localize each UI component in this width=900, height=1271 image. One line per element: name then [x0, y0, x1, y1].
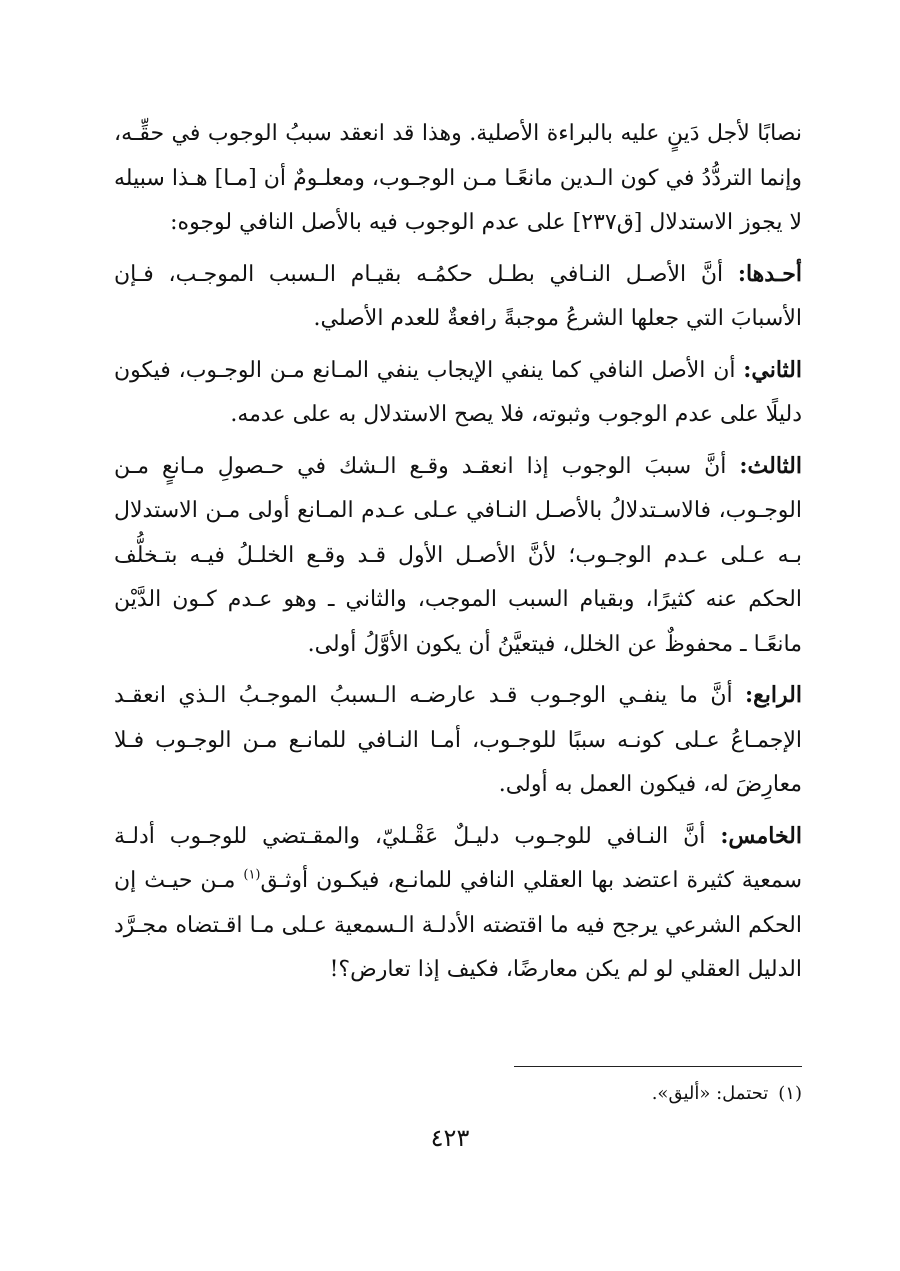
footnote-text: تحتمل: «أليق».	[651, 1083, 769, 1104]
point-fourth-label: الرابع:	[744, 682, 802, 708]
point-second-label: الثاني:	[743, 356, 802, 383]
point-first-text: أنَّ الأصـل النـافي بطـل حكمُـه بقيـام الـسبب الموجـب، فـإن الأسبابَ التي جعلها الشرعُ موجبةً رافعةٌ للعدم الأصلي.	[114, 261, 802, 331]
point-fifth-text-after: مـن حيـث إن الحكم الشرعي يرجح فيه ما اقتضته الأدلـة الـسمعية عـلى مـا اقـتضاه مجـرَّد الدليل العقلي لو لم يكن معارضًا، فكيف إذا تعارض؟!	[114, 868, 802, 982]
point-fifth-text-before: أنَّ النـافي للوجـوب دليـلٌ عَقْـليّ، والمقـتضي للوجـوب أدلـة سمعية كثيرة اعتضد بها العقلي النافي للمانـع، فيكـون أوثـق	[114, 823, 802, 893]
point-first-label: أحـدها:	[737, 260, 802, 287]
point-second-text: أن الأصل النافي كما ينفي الإيجاب ينفي المـانع مـن الوجـوب، فيكون دليلًا على عدم الوجوب وثبوته، فلا يصح الاستدلال به على عدمه.	[114, 357, 802, 427]
point-third-label: الثالث:	[739, 452, 802, 479]
point-third	[114, 444, 802, 668]
footnote-reference[interactable]: (١)	[243, 867, 261, 883]
point-first	[114, 252, 802, 342]
page-body	[114, 112, 802, 999]
page-number: ٤٢٣	[430, 1124, 470, 1152]
point-fourth-text: أنَّ ما ينفـي الوجـوب قـد عارضـه الـسببُ الموجـبُ الـذي انعقـد الإجمـاعُ عـلى كونـه سببًا للوجـوب، أمـا النـافي للمانـع مـن الوجـوب فـلا معارِضَ له، فيكون العمل به أولى.	[114, 683, 802, 797]
footnote-number: (١)	[778, 1083, 802, 1104]
point-fifth	[114, 814, 802, 993]
footnote-divider	[514, 1066, 802, 1067]
point-fourth	[114, 673, 802, 808]
footnote	[652, 1080, 802, 1108]
intro-paragraph: نصابًا لأجل دَينٍ عليه بالبراءة الأصلية. وهذا قد انعقد سببُ الوجوب في حقِّـه، وإنما التردُّدُ في كون الـدين مانعًـا مـن الوجـوب، ومعلـومٌ أن [مـا] هـذا سبيله لا يجوز الاستدلال [ق٢٣٧] على عدم الوجوب فيه بالأصل النافي لوجوه:	[114, 121, 802, 235]
point-second	[114, 348, 802, 438]
point-fifth-label: الخامس:	[720, 822, 802, 849]
point-third-text: أنَّ سببَ الوجوب إذا انعقـد وقـع الـشك في حـصولِ مـانعٍ مـن الوجـوب، فالاسـتدلالُ بالأصـل النـافي عـلى عـدم المـانع أولى مـن الاستدلال بـه عـلى عـدم الوجـوب؛ لأنَّ الأصـل الأول قـد وقـع الخلـلُ فيـه بتـخلُّف الحكم عنه كثيرًا، وبقيام السبب الموجب، والثاني ـ وهو عـدم كـون الدَّيْن مانعًـا ـ محفوظٌ عن الخلل، فيتعيَّنُ أن يكون الأوَّلُ أولى.	[114, 453, 802, 657]
